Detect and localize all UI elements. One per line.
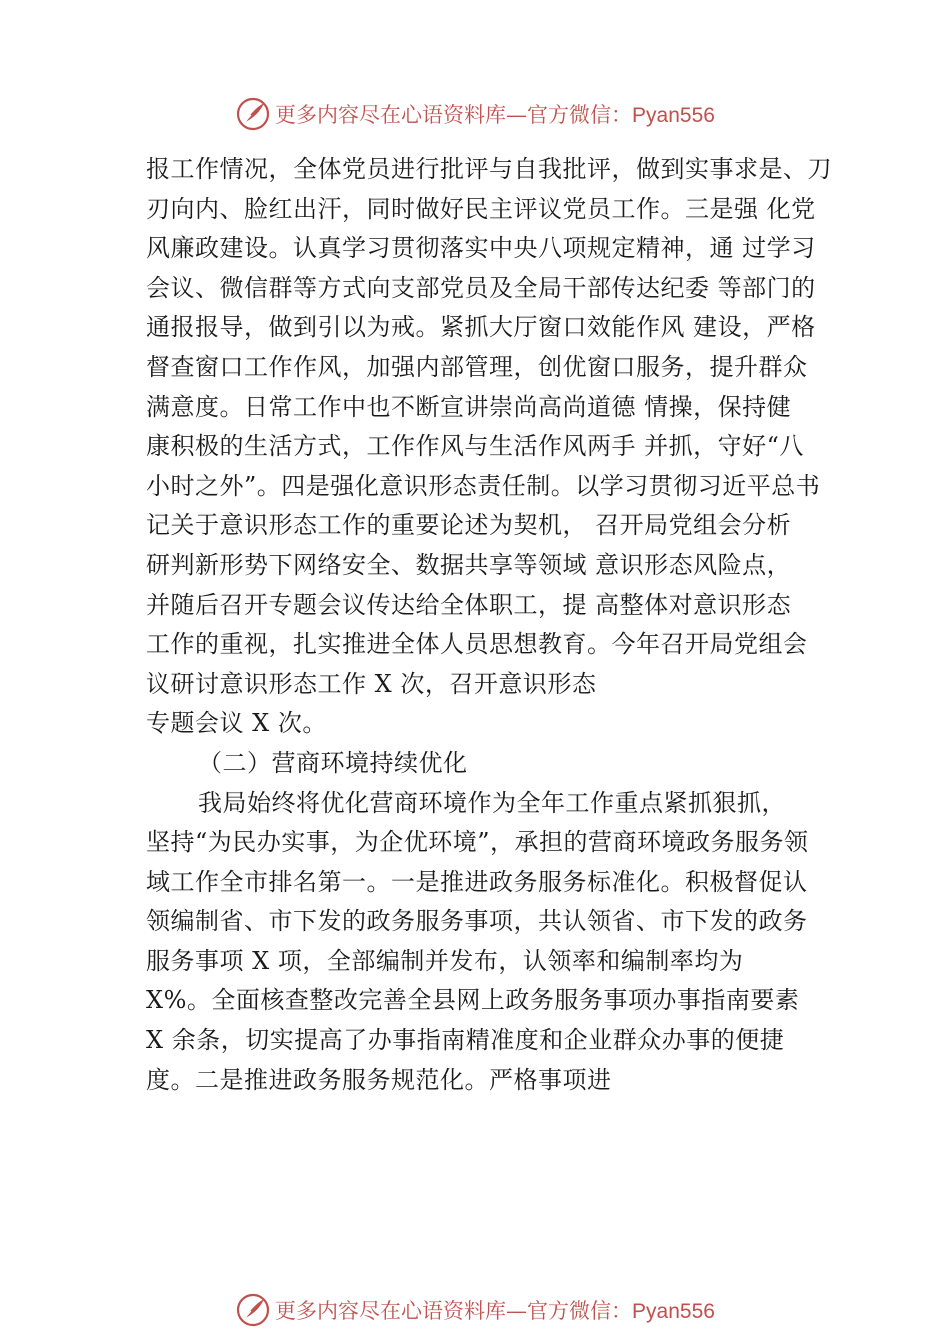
quill-logo-icon xyxy=(235,96,271,132)
header-banner xyxy=(0,94,950,134)
header-dash: — xyxy=(506,103,528,127)
document-body xyxy=(146,150,836,1100)
body-line: 通报报导，做到引以为戒。紧抓大厅窗口效能作风 建设，严格 xyxy=(146,313,816,342)
section-line: X 余条，切实提高了办事指南精准度和企业群众办事的便捷 xyxy=(146,1026,785,1055)
header-wechat-label: 官方微信： xyxy=(527,103,633,127)
body-line: 督查窗口工作作风，加强内部管理，创优窗口服务，提升群众 xyxy=(146,352,808,381)
footer-wechat-id: Pyan556 xyxy=(632,1300,715,1323)
section-line: 度。二是推进政务服务规范化。严格事项进 xyxy=(146,1065,612,1094)
section-line: 坚持“为民办实事，为企优环境”，承担的营商环境政务服务领 xyxy=(146,828,809,857)
header-wechat-id: Pyan556 xyxy=(632,104,715,127)
footer-banner xyxy=(0,1290,950,1330)
body-line: 报工作情况，全体党员进行批评与自我批评，做到实事求是、刀 xyxy=(146,155,832,183)
footer-dash: — xyxy=(506,1299,528,1323)
section-line: 服务事项 X 项，全部编制并发布，认领率和编制率均为 xyxy=(146,946,744,975)
section-line: 域工作全市排名第一。一是推进政务服务标准化。积极督促认 xyxy=(146,867,808,896)
header-brand: 更多内容尽在心语资料库 xyxy=(275,103,507,127)
body-line: 研判新形势下网络安全、数据共享等领域 意识形态风险点， xyxy=(146,550,792,579)
footer-wechat-label: 官方微信： xyxy=(527,1299,633,1323)
body-line: 康积极的生活方式，工作作风与生活作风两手 并抓，守好“八 xyxy=(146,432,804,461)
header-text xyxy=(275,99,715,129)
body-line: 议研讨意识形态工作 X 次，召开意识形态 xyxy=(146,669,597,698)
body-line: 工作的重视，扎实推进全体人员思想教育。今年召开局党组会 xyxy=(146,630,808,659)
body-line: 小时之外”。四是强化意识形态责任制。以学习贯彻习近平总书 xyxy=(146,471,821,500)
body-line: 刃向内、脸红出汗，同时做好民主评议党员工作。三是强 化党 xyxy=(146,194,816,223)
section-heading: （二）营商环境持续优化 xyxy=(198,748,468,777)
body-line: 会议、微信群等方式向支部党员及全局干部传达纪委 等部门的 xyxy=(146,273,816,302)
section-line: X%。全面核查整改完善全县网上政务服务事项办事指南要素 xyxy=(146,986,800,1015)
body-line: 记关于意识形态工作的重要论述为契机， 召开局党组会分析 xyxy=(146,511,792,540)
body-line: 专题会议 X 次。 xyxy=(146,709,327,738)
body-line: 风廉政建设。认真学习贯彻落实中央八项规定精神，通 过学习 xyxy=(146,234,816,263)
section-line: 我局始终将优化营商环境作为全年工作重点紧抓狠抓， xyxy=(198,788,786,817)
footer-text xyxy=(275,1295,715,1325)
footer-brand: 更多内容尽在心语资料库 xyxy=(275,1299,507,1323)
body-line: 满意度。日常工作中也不断宣讲崇尚高尚道德 情操，保持健 xyxy=(146,392,792,421)
quill-logo-icon xyxy=(235,1292,271,1328)
section-line: 领编制省、市下发的政务服务事项，共认领省、市下发的政务 xyxy=(146,907,808,936)
body-line: 并随后召开专题会议传达给全体职工，提 高整体对意识形态 xyxy=(146,590,792,619)
